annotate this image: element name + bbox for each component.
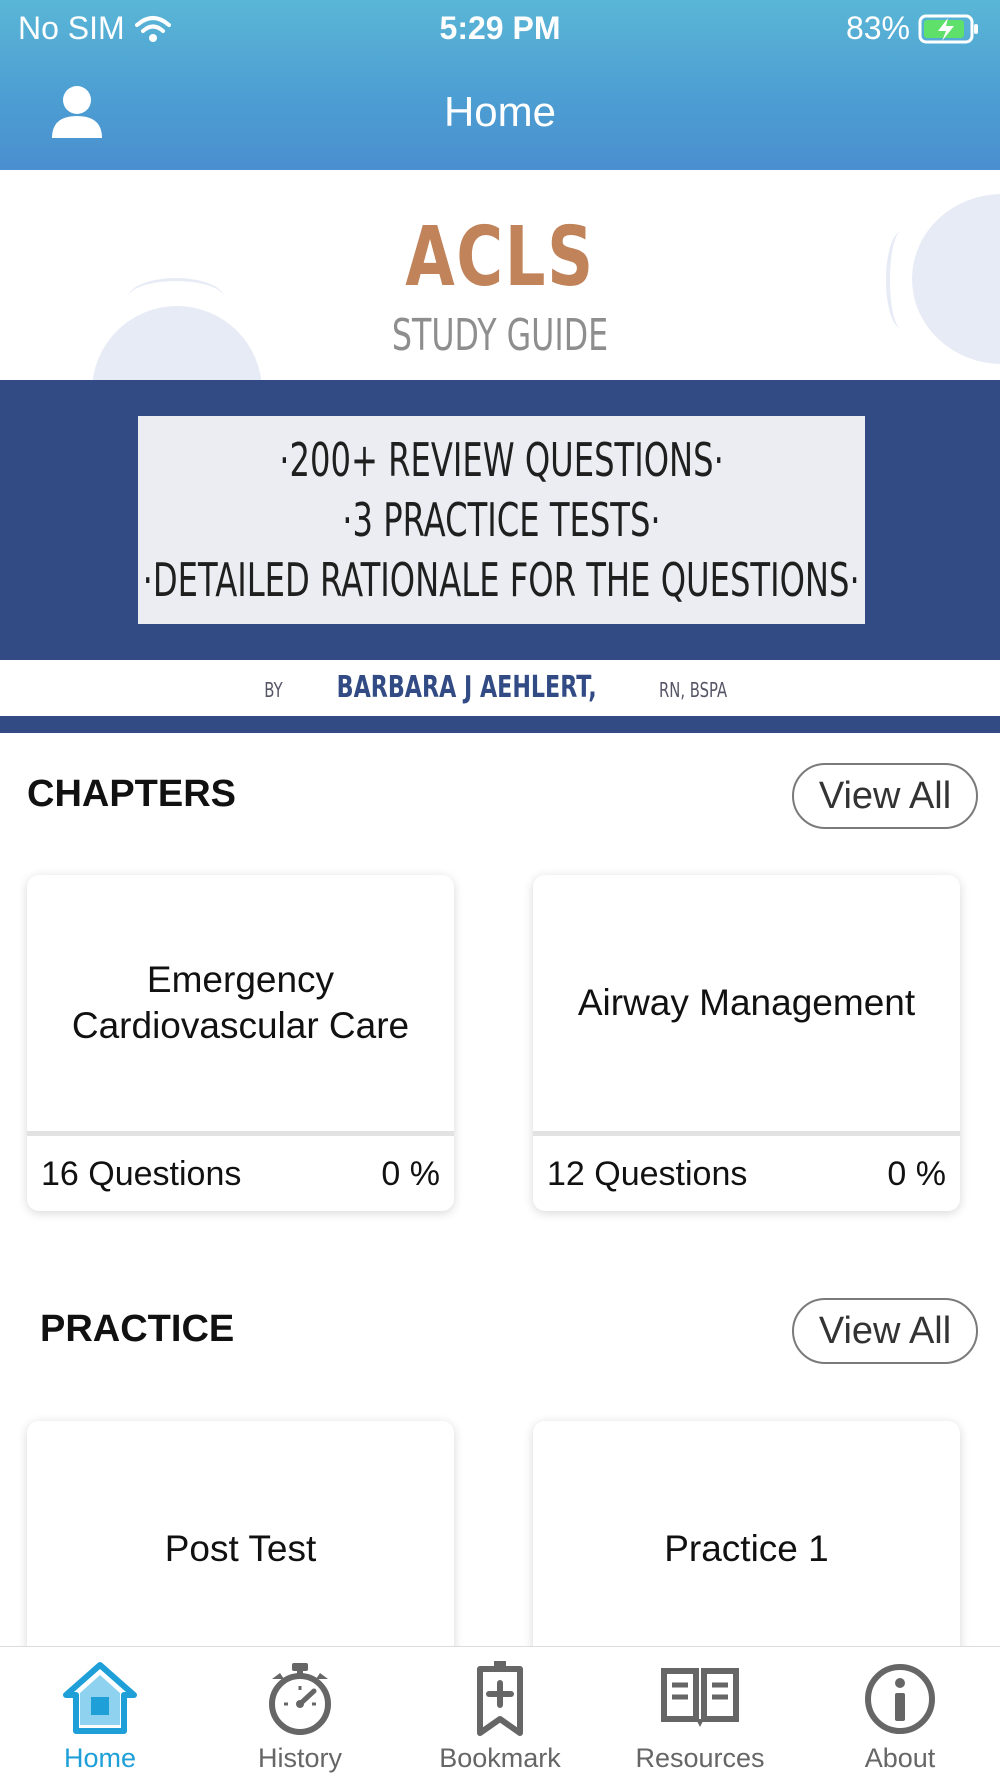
top-bar [0,0,1000,170]
chapters-heading: CHAPTERS [27,773,237,815]
tab-label: Home [63,1743,137,1773]
page-title: Home [443,88,557,135]
question-count: 12 Questions [547,1154,748,1193]
feature-line: ·3 PRACTICE TESTS· [342,493,661,547]
tab-home[interactable] [0,1647,200,1778]
banner-features [138,416,865,624]
banner-author [0,670,1000,705]
chapter-card[interactable] [533,875,960,1211]
practice-view-all-button[interactable]: View All [792,1298,978,1364]
status-bar [0,0,1000,56]
info-icon [860,1659,940,1739]
question-count: 16 Questions [41,1154,242,1193]
tab-label: Resources [635,1743,765,1773]
progress-percent: 0 % [887,1154,946,1193]
tab-bookmark[interactable] [400,1647,600,1778]
tab-bar [0,1646,1000,1778]
chapters-header [0,763,1000,833]
author-prefix: BY [264,678,283,702]
battery-charging-icon [918,14,980,44]
tab-label: Bookmark [439,1743,561,1773]
bookmark-plus-icon [460,1659,540,1739]
chapter-title: Emergency Cardiovascular Care [71,959,410,1046]
chapters-view-all-button[interactable]: View All [792,763,978,829]
practice-title: Practice 1 [664,1528,829,1569]
carrier-label: No SIM [18,10,125,46]
home-icon [60,1659,140,1739]
card-divider [533,1131,960,1136]
clock: 5:29 PM [439,10,561,46]
decorative-circle [912,194,1000,364]
tab-about[interactable] [800,1647,1000,1778]
card-divider [27,1131,454,1136]
banner-title: ACLS [405,210,595,305]
chapter-card[interactable] [27,875,454,1211]
author-name: BARBARA J AEHLERT, [336,670,597,705]
chapter-title: Airway Management [577,982,916,1023]
author-credentials: RN, BSPA [658,678,727,702]
feature-line: ·DETAILED RATIONALE FOR THE QUESTIONS· [142,553,861,607]
banner-bottom-band [0,716,1000,733]
progress-percent: 0 % [381,1154,440,1193]
tab-label: About [864,1743,936,1773]
decorative-arc [886,232,916,328]
promo-banner [0,170,1000,733]
feature-line: ·200+ REVIEW QUESTIONS· [279,433,724,487]
battery-status [846,10,980,47]
battery-percent: 83% [845,10,910,46]
banner-subtitle: STUDY GUIDE [391,310,609,361]
tab-history[interactable] [200,1647,400,1778]
tab-label: History [257,1743,342,1773]
practice-header [0,1298,1000,1368]
stopwatch-icon [260,1659,340,1739]
open-book-icon [660,1659,740,1739]
chapter-footer [533,1137,960,1211]
practice-heading: PRACTICE [40,1308,235,1350]
chapter-footer [27,1137,454,1211]
practice-title: Post Test [164,1528,317,1569]
tab-resources[interactable] [600,1647,800,1778]
